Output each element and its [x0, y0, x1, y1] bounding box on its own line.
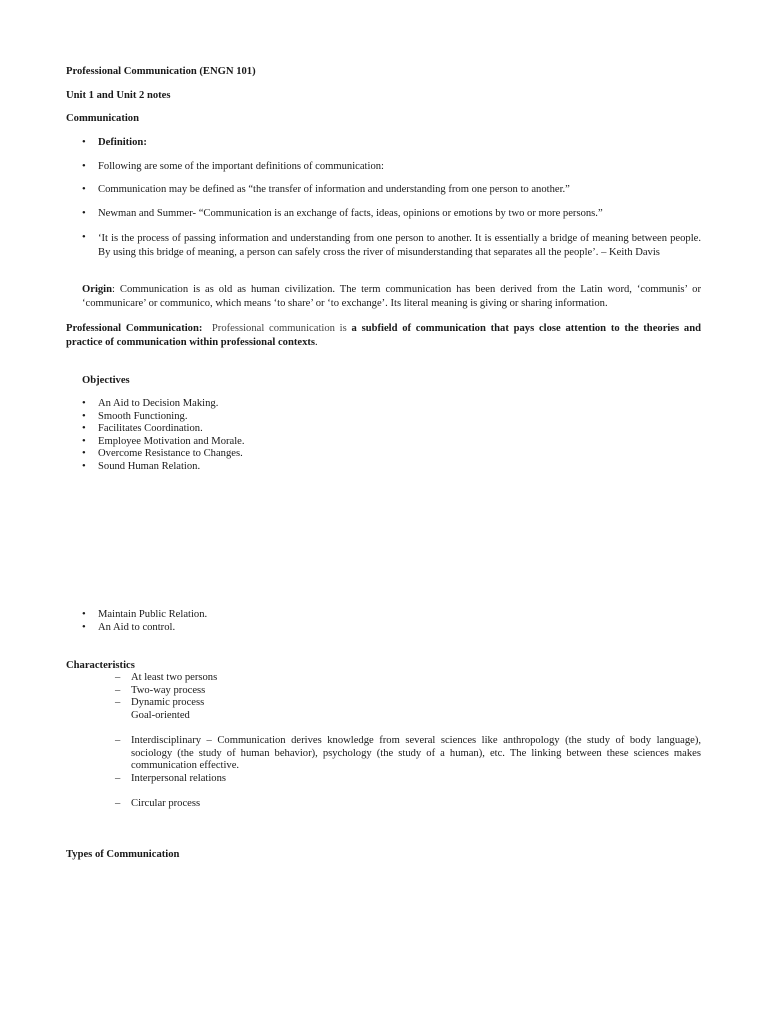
bullet-icon: •: [82, 411, 86, 422]
definitions-intro: Following are some of the important definitions of communication:: [98, 161, 384, 172]
origin-label: Origin: [82, 284, 113, 295]
characteristic-item: Two-way process: [131, 685, 206, 696]
bullet-icon: •: [82, 448, 86, 459]
objective-item: Overcome Resistance to Changes.: [98, 448, 243, 459]
objective-item: An Aid to control.: [98, 622, 176, 633]
document-title: Professional Communication (ENGN 101): [66, 66, 256, 77]
bullet-icon: •: [82, 161, 86, 172]
document-subtitle: Unit 1 and Unit 2 notes: [66, 90, 171, 101]
bullet-icon: •: [82, 232, 86, 243]
characteristic-item: Dynamic process: [131, 697, 205, 708]
bullet-icon: •: [82, 423, 86, 434]
objectives-heading: Objectives: [82, 375, 130, 386]
objective-item: An Aid to Decision Making.: [98, 398, 219, 409]
definition-item: Newman and Summer- “Communication is an exchange of facts, ideas, opinions or emotions by two or more persons.”: [98, 208, 603, 219]
objective-item: Sound Human Relation.: [98, 461, 201, 472]
origin-paragraph: [82, 283, 701, 311]
objective-item: Facilitates Coordination.: [98, 423, 203, 434]
objective-item: Employee Motivation and Morale.: [98, 436, 245, 447]
characteristics-heading: Characteristics: [66, 660, 135, 671]
bullet-icon: •: [82, 137, 86, 148]
dash-icon: –: [115, 672, 121, 683]
bullet-icon: •: [82, 184, 86, 195]
bullet-icon: •: [82, 208, 86, 219]
objective-item: Maintain Public Relation.: [98, 609, 208, 620]
types-heading: Types of Communication: [66, 849, 180, 860]
bullet-icon: •: [82, 436, 86, 447]
characteristic-item: Goal-oriented: [131, 710, 190, 721]
section-heading-communication: Communication: [66, 113, 139, 124]
professional-communication-paragraph: [66, 322, 701, 350]
objective-item: Smooth Functioning.: [98, 411, 188, 422]
dash-icon: –: [115, 735, 121, 746]
dash-icon: –: [115, 773, 121, 784]
dash-icon: –: [115, 798, 121, 809]
characteristic-item: Circular process: [131, 798, 201, 809]
origin-text: : Communication is as old as human civilization. The term communication has been derived from the Latin word, ‘communis’ or ‘communicare’ or communico, which means ‘to share’ or ‘to exchange’. Its literal meaning is giving or sharing information.: [82, 284, 701, 309]
professional-bold-text: a subfield of communication that pays close attention to the theories and practice of communication within professional contexts: [66, 323, 702, 348]
definition-heading: Definition:: [98, 137, 147, 148]
bullet-icon: •: [82, 461, 86, 472]
definition-item: Communication may be defined as “the transfer of information and understanding from one person to another.”: [98, 184, 570, 195]
bullet-icon: •: [82, 609, 86, 620]
characteristic-item: Interdisciplinary – Communication derives knowledge from several sciences like anthropology (the study of body language), sociology (the study of human behavior), psychology (the study of a human), etc. The linking between these sciences makes communication effective.: [131, 735, 701, 772]
characteristic-item: At least two persons: [131, 672, 218, 683]
definition-item: ‘It is the process of passing information and understanding from one person to another. It is essentially a bridge of meaning between people. By using this bridge of meaning, a person can safely cross the river of misunderstanding that separates all the people’. – Keith Davis: [98, 233, 701, 258]
bullet-icon: •: [82, 622, 86, 633]
professional-label: Professional Communication:: [66, 323, 203, 334]
bullet-icon: •: [82, 398, 86, 409]
characteristic-item: Interpersonal relations: [131, 773, 227, 784]
dash-icon: –: [115, 697, 121, 708]
dash-icon: –: [115, 685, 121, 696]
professional-end: .: [315, 337, 318, 348]
professional-plain-text: Professional communication is: [211, 323, 347, 334]
